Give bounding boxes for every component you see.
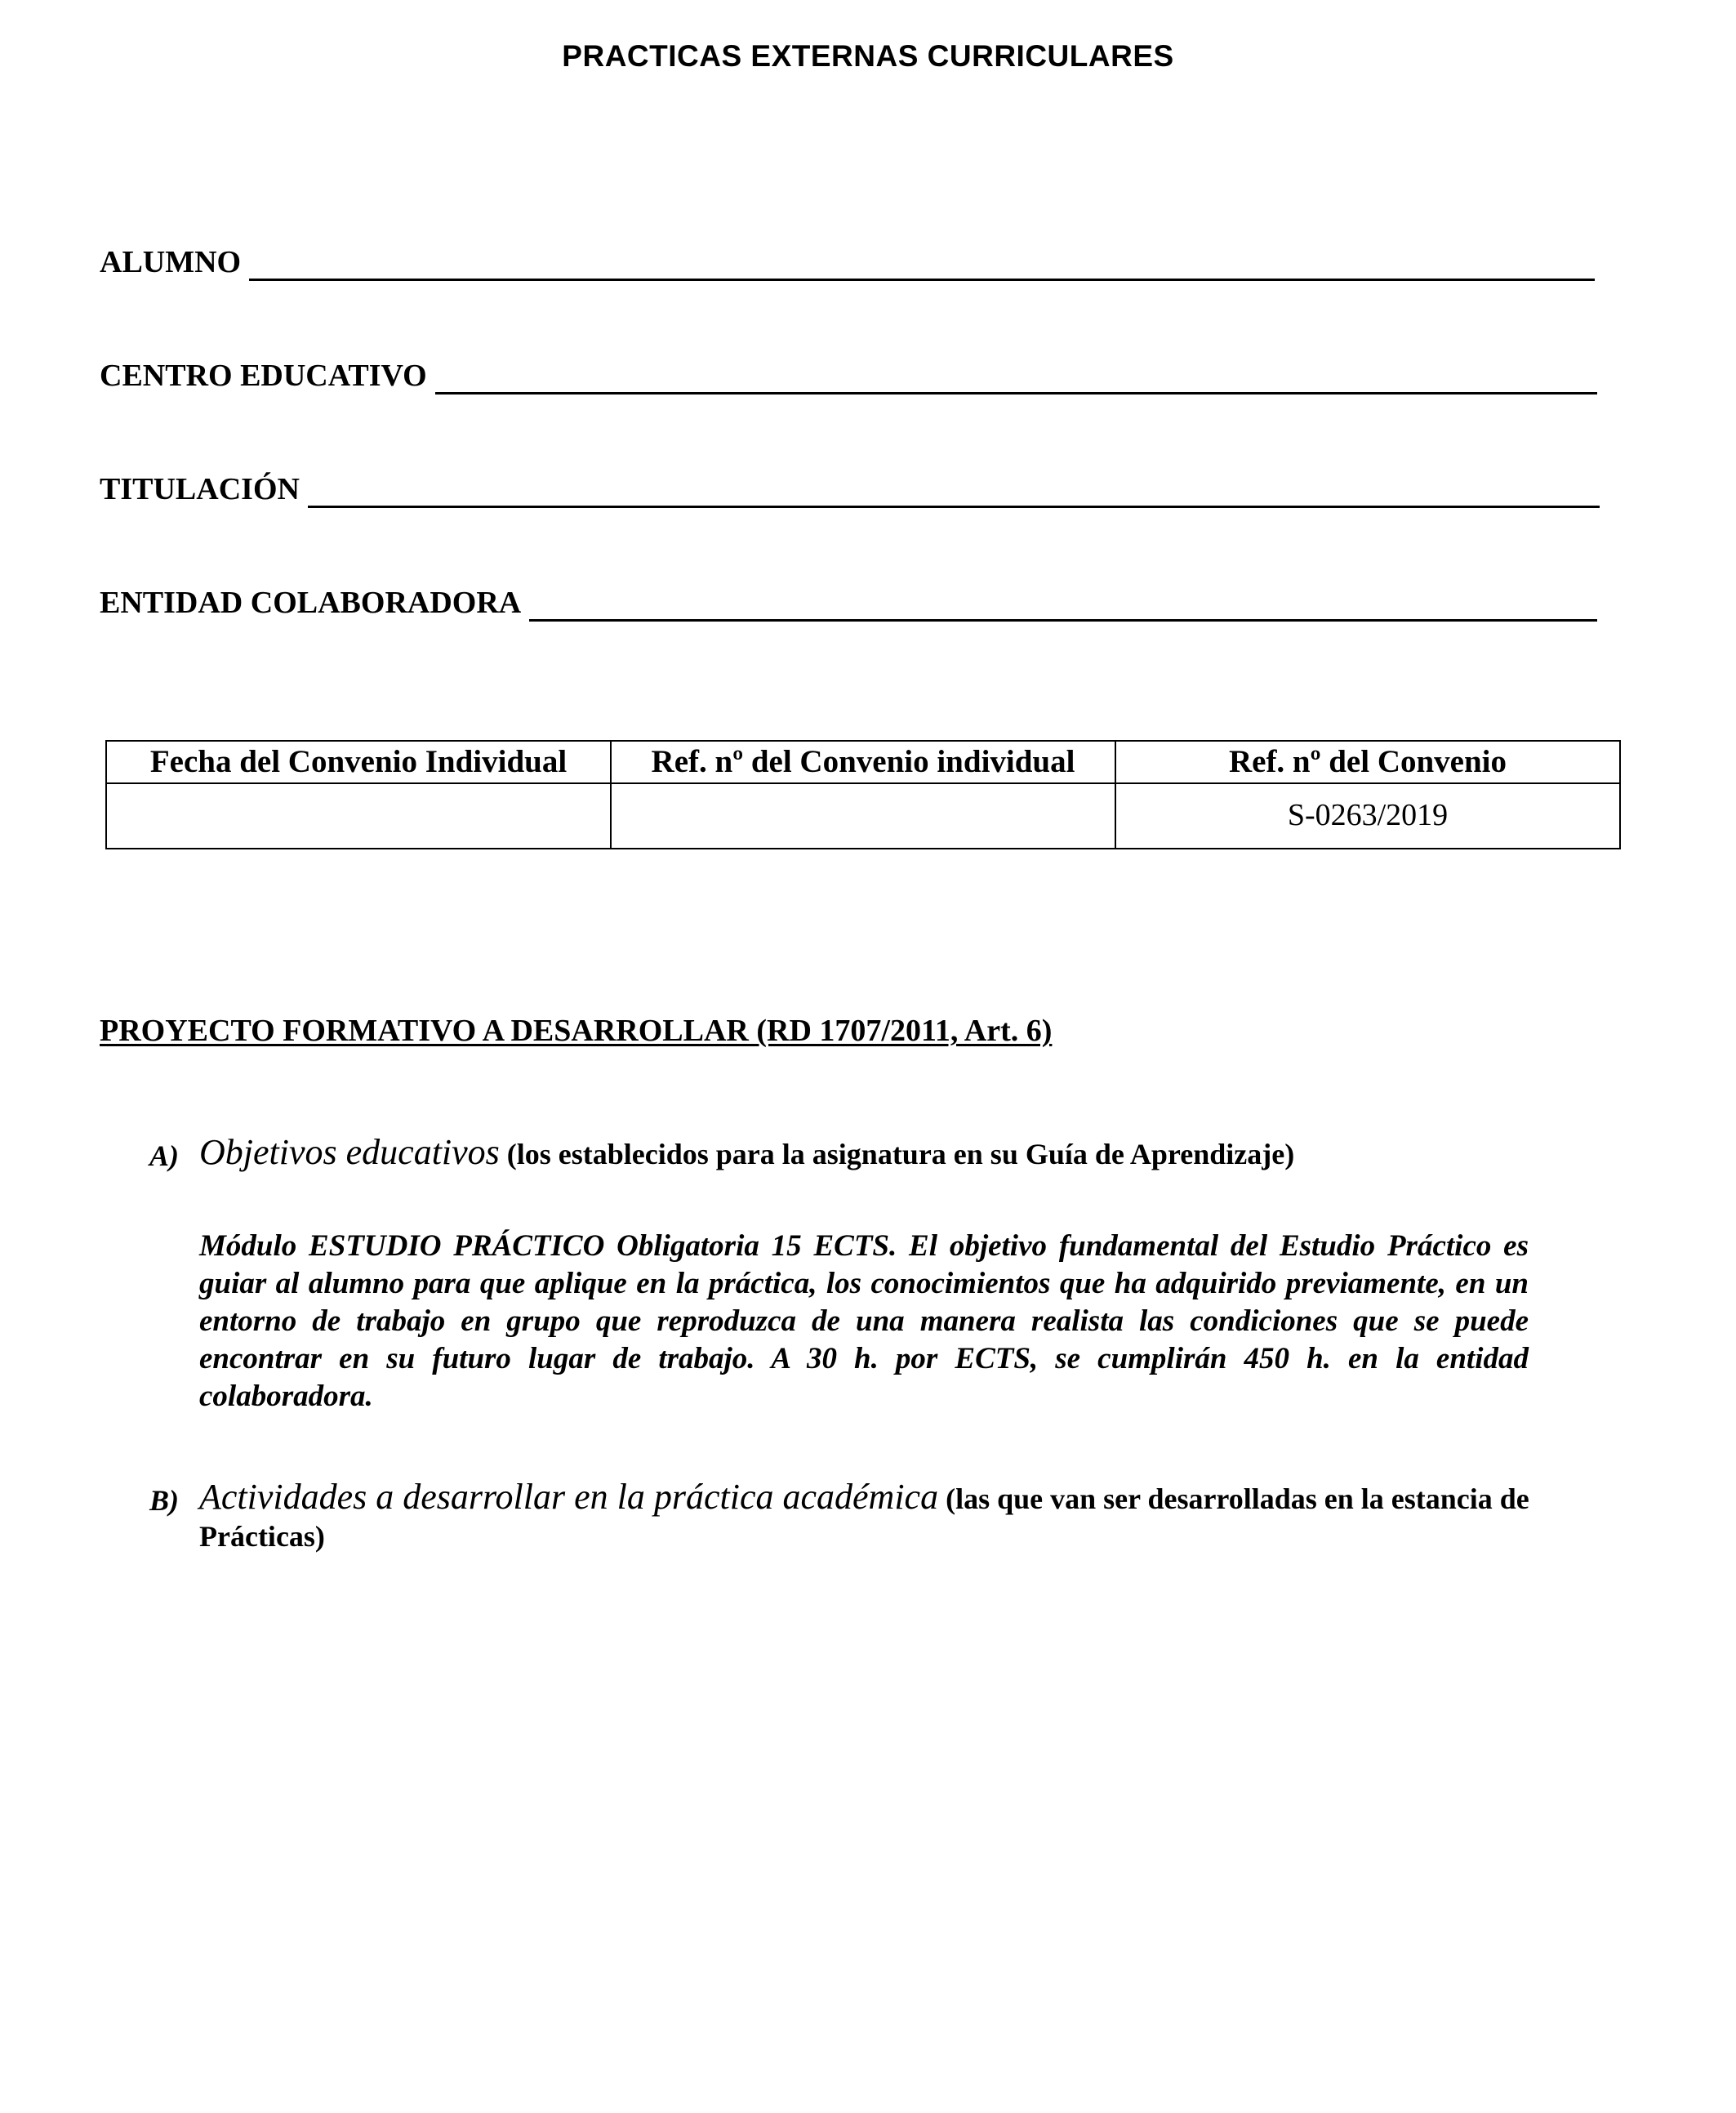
- field-titulacion: [100, 466, 1600, 505]
- field-label-alumno: ALUMNO: [100, 245, 242, 279]
- item-title-objetivos: Objetivos educativos: [199, 1132, 500, 1172]
- cell-fecha-convenio-individual[interactable]: [106, 783, 611, 849]
- cell-ref-convenio: S-0263/2019: [1115, 783, 1620, 849]
- item-title-actividades: Actividades a desarrollar en la práctica académica: [199, 1477, 939, 1517]
- field-label-centro-educativo: CENTRO EDUCATIVO: [100, 359, 427, 393]
- header-fecha-convenio-individual: Fecha del Convenio Individual: [106, 741, 611, 783]
- item-body-objetivos: [199, 1134, 1538, 1173]
- field-alumno: [100, 238, 1595, 278]
- table-header-row: [106, 741, 1620, 783]
- item-letter-a: A): [149, 1139, 179, 1172]
- field-line-titulacion[interactable]: [308, 506, 1600, 508]
- field-line-entidad-colaboradora[interactable]: [529, 619, 1597, 622]
- objectives-paragraph: Módulo ESTUDIO PRÁCTICO Obligatoria 15 ECTS. El objetivo fundamental del Estudio Práctico es guiar al alumno para que aplique en la práctica, los conocimientos que ha adquirido previamente, en un entorno de trabajo en grupo que reproduzca de una manera realista las condiciones que se puede encontrar en su futuro lugar de trabajo. A 30 h. por ECTS, se cumplirán 450 h. en la entidad colaboradora.: [199, 1229, 1529, 1413]
- field-label-titulacion: TITULACIÓN: [100, 472, 300, 506]
- convenio-table: [105, 740, 1621, 849]
- document-title: PRACTICAS EXTERNAS CURRICULARES: [562, 39, 1174, 73]
- field-entidad-colaboradora: [100, 579, 1597, 618]
- field-label-entidad-colaboradora: ENTIDAD COLABORADORA: [100, 586, 522, 620]
- field-line-centro-educativo[interactable]: [435, 392, 1597, 395]
- project-heading: PROYECTO FORMATIVO A DESARROLLAR (RD 1707/2011, Art. 6): [100, 1014, 1053, 1048]
- field-centro-educativo: [100, 352, 1597, 391]
- header-ref-convenio-individual: Ref. nº del Convenio individual: [611, 741, 1115, 783]
- item-note-objetivos: (los establecidos para la asignatura en su Guía de Aprendizaje): [506, 1138, 1295, 1170]
- header-ref-convenio: Ref. nº del Convenio: [1115, 741, 1620, 783]
- cell-ref-convenio-individual[interactable]: [611, 783, 1115, 849]
- item-body-actividades: [199, 1478, 1538, 1555]
- field-line-alumno[interactable]: [249, 279, 1595, 281]
- item-letter-b: B): [149, 1484, 179, 1517]
- item-note-actividades: (las que van ser desarrolladas en la estancia de Prácticas): [199, 1482, 1529, 1553]
- table-row: [106, 783, 1620, 849]
